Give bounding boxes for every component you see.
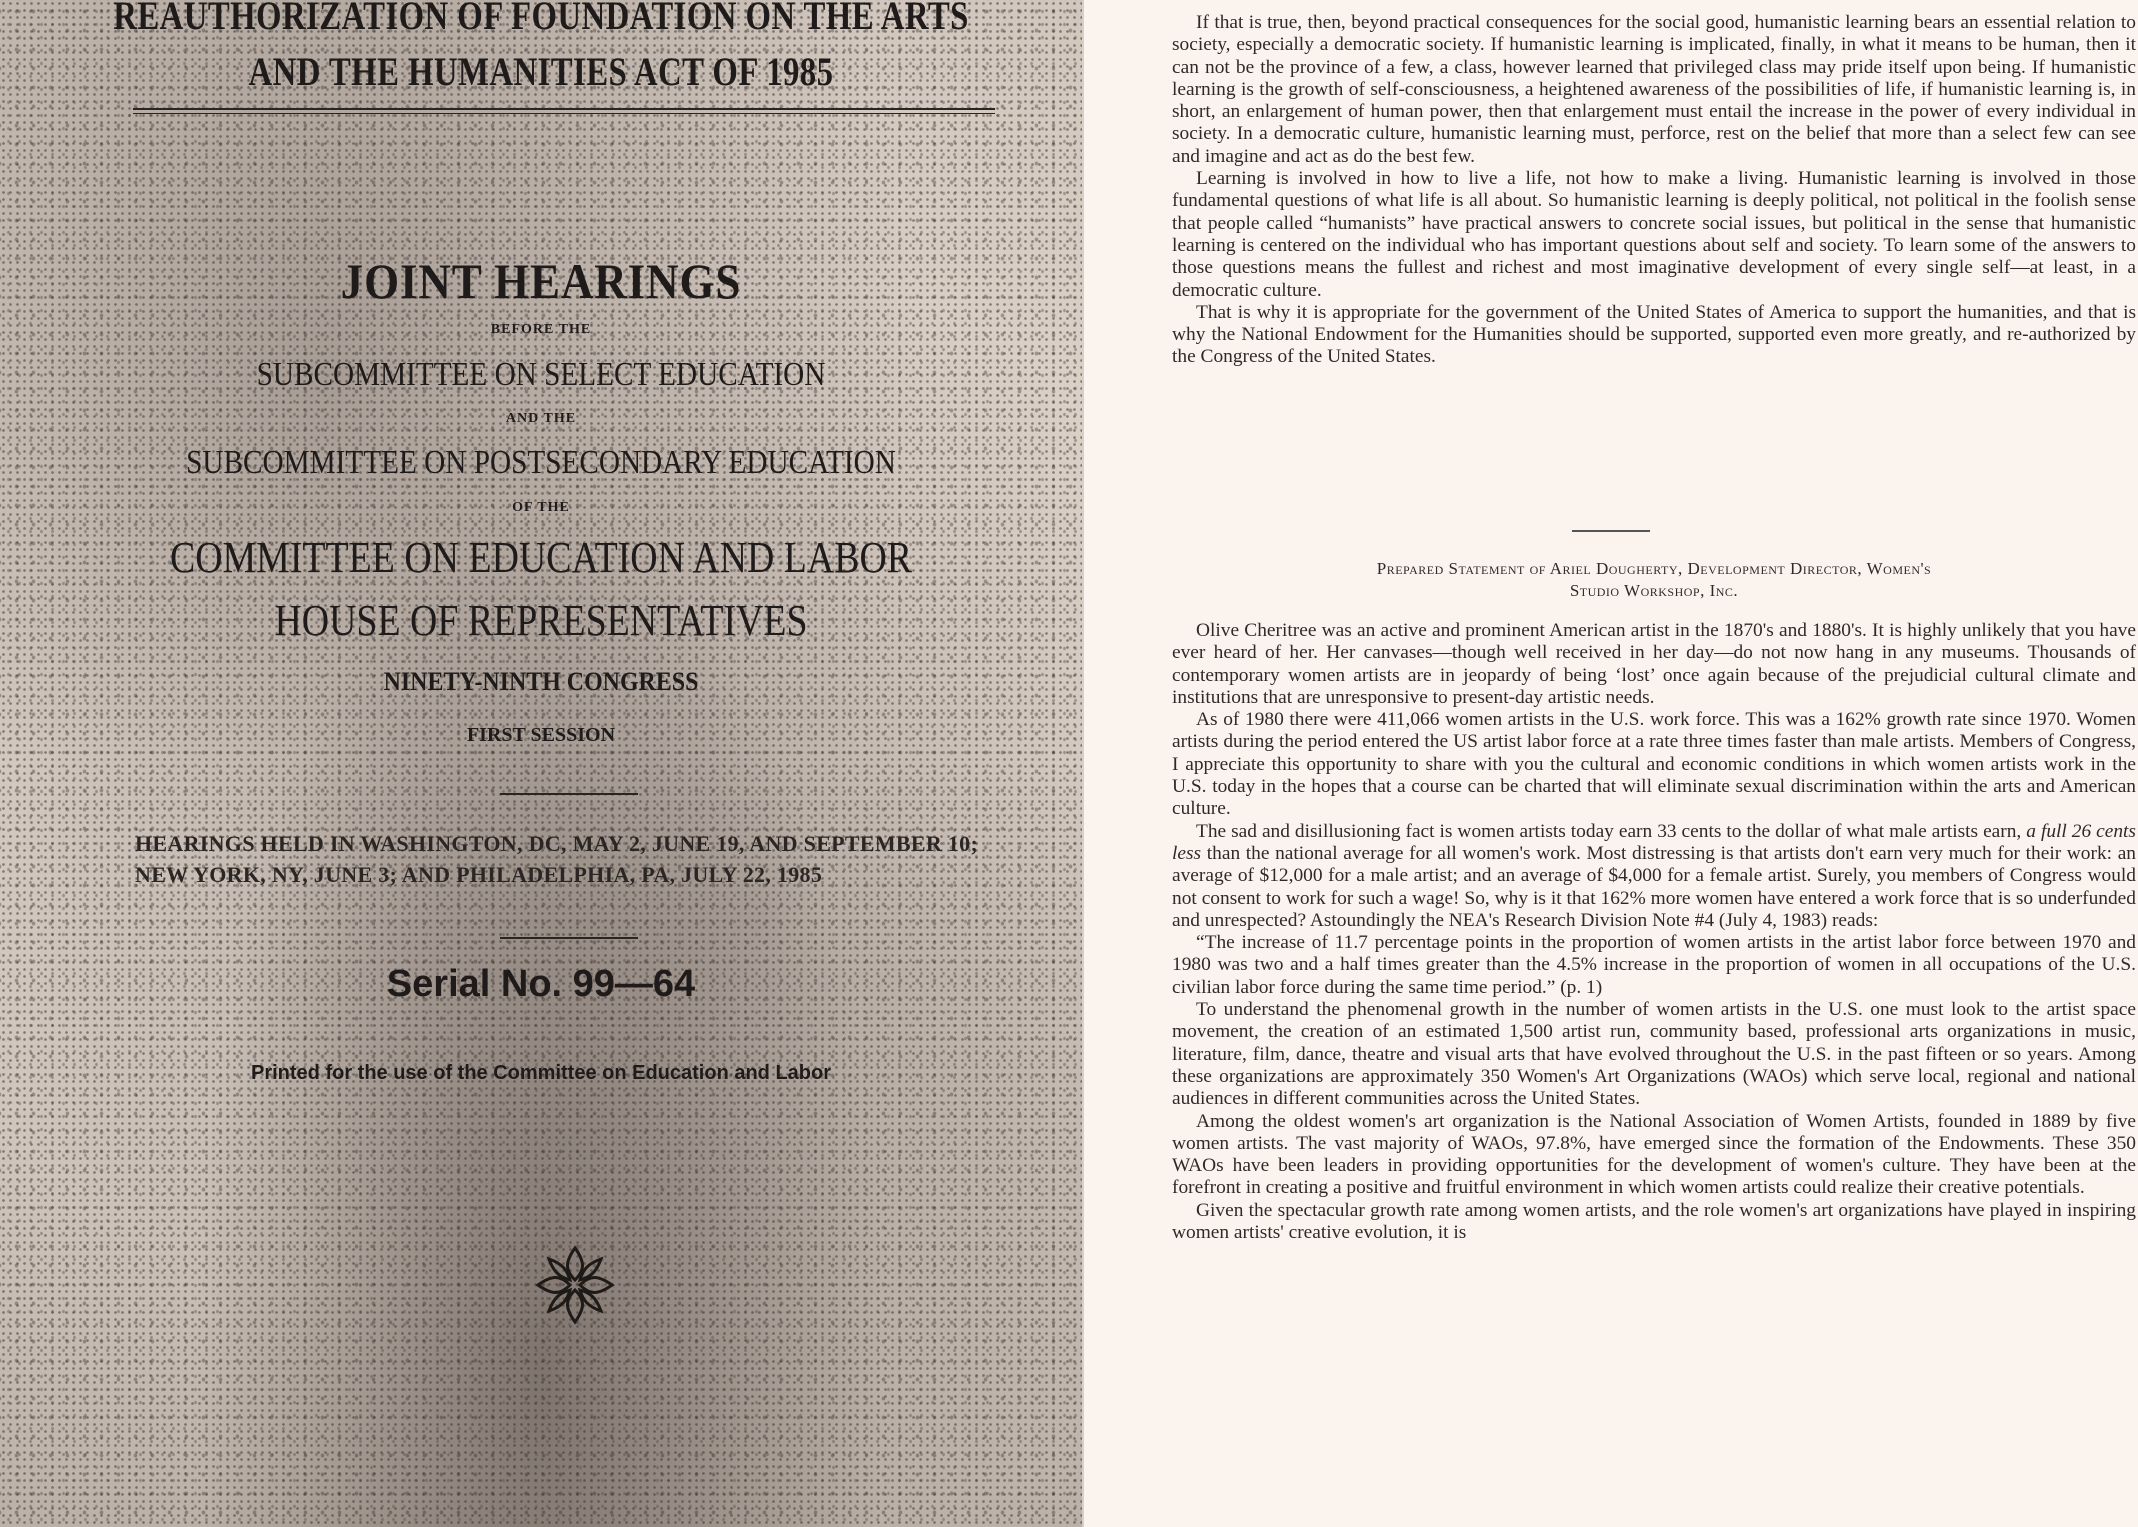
paragraph: Given the spectacular growth rate among women artists, and the role women's art organizations have played in inspiring women artists' creative evolution, it is	[1172, 1199, 2136, 1244]
prepared-statement-heading	[1174, 558, 2134, 602]
quotation: “The increase of 11.7 percentage points in the proportion of women artists in the artist labor force between 1970 and 1980 was two and a half times greater than the 4.5% increase in the proportion of women in all occupations of the U.S. civilian labor force during the same time period.” (p. 1)	[1172, 932, 2136, 998]
paragraph	[1172, 821, 2136, 932]
dougherty-statement	[1172, 620, 2136, 1244]
document-title-line1: REAUTHORIZATION OF FOUNDATION ON THE ARTS	[113, 0, 969, 38]
heading-line: Studio Workshop, Inc.	[1569, 581, 1739, 600]
serial-rule	[500, 937, 638, 939]
title-rule-bottom	[133, 113, 995, 114]
paragraph-text: than the national average for all women's work. Most distressing is that artists don't earn very much for their work: an average of $12,000 for a male artist; and an average of $4,000 for a female artist. Surely, you members of Congress would not consent to work for such a wage! So, why is it that 162% more women have entered a work force that is so underfunded and unrespected? Astoundingly the NEA's Research Division Note #4 (July 4, 1983) reads:	[1172, 842, 2136, 931]
house-of-representatives: HOUSE OF REPRESENTATIVES	[274, 596, 808, 645]
paragraph: Among the oldest women's art organization is the National Association of Women Artists, founded in 1889 by five women artists. The vast majority of WAOs, 97.8%, have emerged since the formation of the Endowments. These 350 WAOs have been leaders in providing opportunities for the development of women's culture. They have been at the forefront in creating a positive and fruitful environment in which women artists could realize their creative potentials.	[1172, 1110, 2136, 1199]
of-the-label: OF THE	[512, 500, 570, 515]
right-page-text	[1084, 0, 2138, 1527]
paragraph: If that is true, then, beyond practical consequences for the social good, humanistic learning bears an essential relation to society, especially a democratic society. If humanistic learning is implicated, finally, in what it means to be human, then it can not be the province of a few, a class, however learned that privileged class may pride itself upon being. If humanistic learning is the growth of self-consciousness, a heightened awareness of the possibilities of life, if humanistic learning is, in short, an enlargement of human power, then that enlargement must entail the increase in the power of every individual in society. In a democratic culture, humanistic learning must, perforce, rest on the belief that more than a select few can see and imagine and act as do the best few.	[1172, 12, 2136, 167]
printed-for-note: Printed for the use of the Committee on Education and Labor	[250, 1062, 832, 1084]
heading-line: Prepared Statement of Ariel Dougherty, Development Director, Women's	[1376, 559, 1932, 578]
paragraph-text: The sad and disillusioning fact is women artists today earn 33 cents to the dollar of what male artists earn,	[1196, 820, 2022, 842]
session-label: FIRST SESSION	[466, 724, 616, 746]
hearings-held-statement: HEARINGS HELD IN WASHINGTON, DC, MAY 2, JUNE 19, AND SEPTEMBER 10; NEW YORK, NY, JUNE 3; AND PHILADELPHIA, PA, JULY 22, 1985	[135, 831, 979, 887]
paragraph: Olive Cheritree was an active and prominent American artist in the 1870's and 1880's. It is highly unlikely that you have ever heard of her. Her canvases—though well received in her day—do not now hang in any museums. Thousands of contemporary women artists are in jeopardy of being ‘lost’ once again because of the prejudicial cultural climate and institutions that are unresponsive to present-day artistic needs.	[1172, 620, 2136, 708]
committee-name: COMMITTEE ON EDUCATION AND LABOR	[169, 533, 913, 582]
paragraph: To understand the phenomenal growth in the number of women artists in the U.S. one must look to the artist space movement, the creation of an estimated 1,500 artist run, community based, professional arts organizations in music, literature, film, dance, theatre and visual arts that have evolved throughout the U.S. in the past fifteen or so years. Among these organizations are approximately 350 Women's Art Organizations (WAOs) which serve local, regional and national audiences in different communities across the United States.	[1172, 999, 2136, 1110]
humanities-section	[1172, 12, 2136, 369]
subcommittee-select-education: SUBCOMMITTEE ON SELECT EDUCATION	[256, 356, 826, 393]
paragraph: Learning is involved in how to live a life, not how to make a living. Humanistic learning is involved in those fundamental questions of what life is all about. So humanistic learning is deeply political, not political in the foolish sense that people called “humanists” have practical answers to concrete social issues, but political in the sense that humanistic learning is centered on the individual who has important questions about self and society. To learn some of the answers to those questions means the fullest and richest and most imaginative development of every single self—at least, in a democratic culture.	[1172, 168, 2136, 301]
printer-ornament-icon	[530, 1240, 620, 1330]
section-divider	[1572, 530, 1650, 532]
title-rule-top	[133, 108, 995, 110]
subcommittee-postsecondary-education: SUBCOMMITTEE ON POSTSECONDARY EDUCATION	[186, 444, 896, 481]
document-title-line2: AND THE HUMANITIES ACT OF 1985	[248, 49, 834, 94]
joint-hearings-heading: JOINT HEARINGS	[340, 253, 742, 309]
paragraph: That is why it is appropriate for the government of the United States of America to support the humanities, and that is why the National Endowment for the Humanities should be supported, supported even more greatly, and re-authorized by the Congress of the United States.	[1172, 301, 2136, 368]
congress-number: NINETY-NINTH CONGRESS	[383, 667, 699, 696]
and-the-label: AND THE	[505, 411, 577, 426]
session-rule	[500, 793, 638, 795]
emphasis-text: a full 26 cents less	[1172, 820, 2136, 864]
paragraph: As of 1980 there were 411,066 women artists in the U.S. work force. This was a 162% growth rate since 1970. Women artists during the period entered the US artist labor force at a rate three times faster than male artists. Members of Congress, I appreciate this opportunity to share with you the cultural and economic conditions in which women artists work in the U.S. today in the hopes that a course can be charted that will eliminate sexual discrimination within the arts and American culture.	[1172, 709, 2136, 820]
before-the-label: BEFORE THE	[490, 322, 592, 337]
serial-number: Serial No. 99—64	[386, 963, 696, 1005]
